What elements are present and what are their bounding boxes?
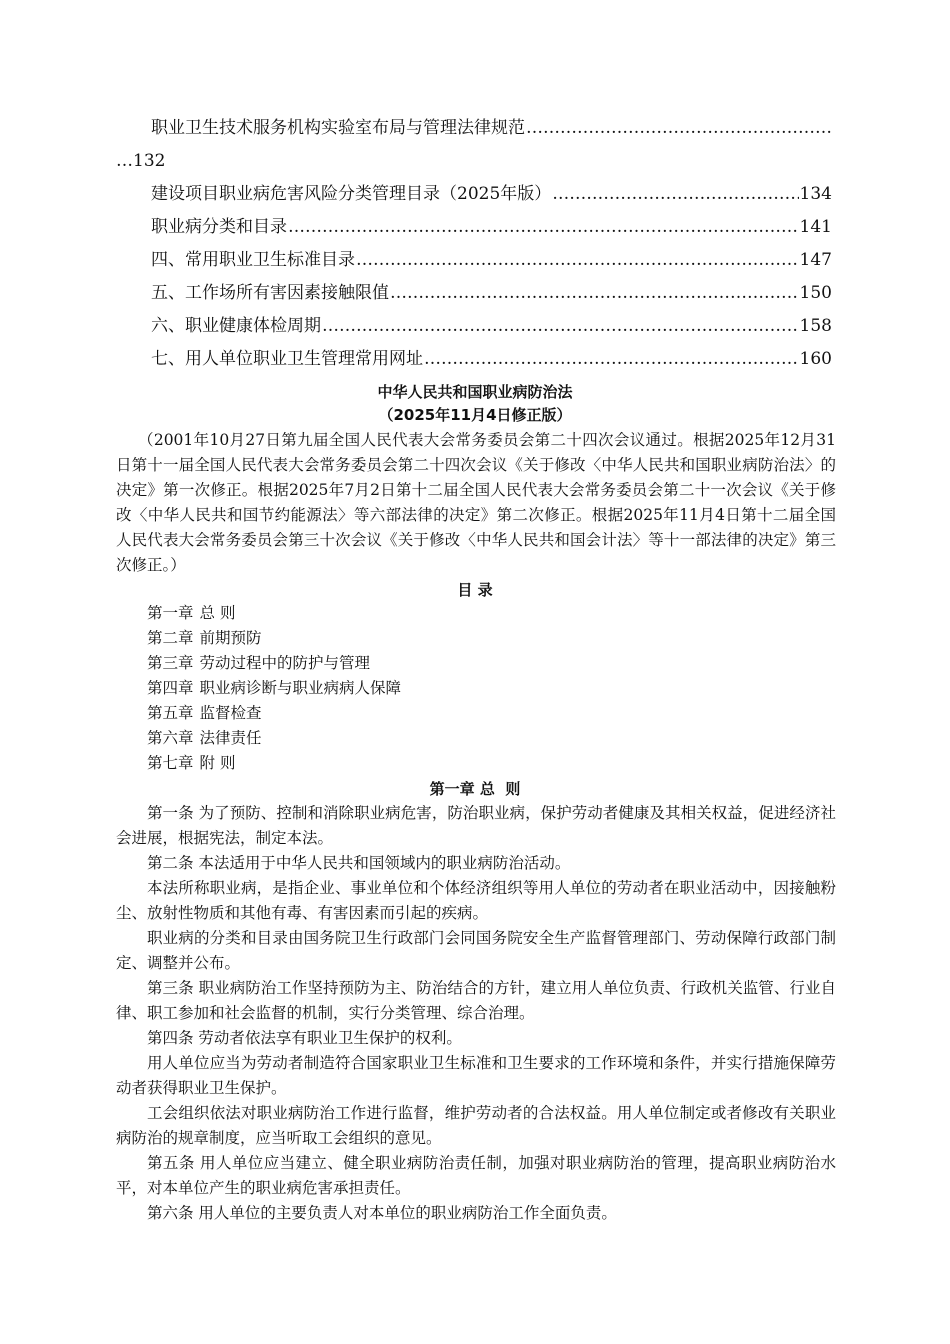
- article-paragraph: 职业病的分类和目录由国务院卫生行政部门会同国务院安全生产监督管理部门、劳动保障行政部门制定、调整并公布。: [116, 929, 836, 972]
- toc-line[interactable]: [151, 117, 832, 139]
- law-subtitle: （2025年11月4日修正版）: [378, 406, 572, 424]
- toc-line[interactable]: [151, 183, 832, 205]
- chapter-list-item[interactable]: [147, 601, 235, 626]
- toc-page-number: 141: [799, 217, 832, 237]
- toc-line[interactable]: [151, 348, 832, 370]
- law-title: 中华人民共和国职业病防治法: [377, 383, 573, 401]
- chapter-number: 第七章: [147, 754, 194, 772]
- toc-leader-dots: [526, 117, 831, 139]
- toc-title: 七、用人单位职业卫生管理常用网址: [151, 349, 423, 369]
- contents-heading: 目 录: [457, 581, 493, 599]
- article-paragraph: 第四条 劳动者依法享有职业卫生保护的权利。: [147, 1029, 462, 1047]
- chapter-number: 第六章: [147, 729, 194, 747]
- toc-line[interactable]: [151, 282, 832, 304]
- toc-page-number: 158: [799, 316, 832, 336]
- article-paragraph: 第一条 为了预防、控制和消除职业病危害，防治职业病，保护劳动者健康及其相关权益，促进经济社会进展，根据宪法，制定本法。: [116, 804, 836, 847]
- toc-title: 五、工作场所有害因素接触限值: [151, 283, 389, 303]
- article-paragraph: 第三条 职业病防治工作坚持预防为主、防治结合的方针，建立用人单位负责、行政机关监管、行业自律、职工参加和社会监督的机制，实行分类管理、综合治理。: [116, 979, 836, 1022]
- toc-leader-dots: [424, 348, 799, 370]
- toc-line[interactable]: [151, 315, 832, 337]
- toc-page-number: 160: [799, 349, 832, 369]
- toc-title: 四、常用职业卫生标准目录: [151, 250, 355, 270]
- chapter-number: 第五章: [147, 704, 194, 722]
- article-paragraph: 第二条 本法适用于中华人民共和国领域内的职业病防治活动。: [147, 854, 571, 872]
- toc-page-number: 134: [799, 184, 832, 204]
- chapter-name: 附 则: [199, 754, 236, 772]
- toc-page-number: …132: [116, 151, 166, 171]
- toc-line[interactable]: [151, 249, 832, 271]
- chapter-number: 第四章: [147, 679, 194, 697]
- toc-title: 建设项目职业病危害风险分类管理目录（2025年版）: [151, 184, 552, 204]
- chapter-number: 第二章: [147, 629, 194, 647]
- toc-title: 职业病分类和目录: [151, 217, 287, 237]
- chapter-list-item[interactable]: [147, 651, 370, 676]
- chapter-name: 前期预防: [199, 629, 262, 647]
- toc-leader-dots: [552, 183, 798, 205]
- toc-leader-dots: [288, 216, 799, 238]
- article-paragraph: 用人单位应当为劳动者制造符合国家职业卫生标准和卫生要求的工作环境和条件，并实行措施保障劳动者获得职业卫生保护。: [116, 1054, 836, 1097]
- article-paragraph: 第六条 用人单位的主要负责人对本单位的职业病防治工作全面负责。: [147, 1204, 617, 1222]
- chapter-list-item[interactable]: [147, 751, 235, 776]
- chapter-list-item[interactable]: [147, 701, 262, 726]
- toc-leader-dots: [390, 282, 799, 304]
- chapter-name: 总 则: [199, 604, 236, 622]
- chapter-list-item[interactable]: [147, 626, 262, 651]
- chapter-list-item[interactable]: [147, 726, 262, 751]
- chapter-name: 法律责任: [199, 729, 262, 747]
- article-paragraph: 工会组织依法对职业病防治工作进行监督，维护劳动者的合法权益。用人单位制定或者修改有关职业病防治的规章制度，应当听取工会组织的意见。: [116, 1104, 836, 1147]
- chapter-heading: 第一章 总 则: [429, 780, 521, 798]
- chapter-number: 第三章: [147, 654, 194, 672]
- chapter-name: 劳动过程中的防护与管理: [199, 654, 371, 672]
- article-paragraph: 本法所称职业病，是指企业、事业单位和个体经济组织等用人单位的劳动者在职业活动中，因接触粉尘、放射性物质和其他有毒、有害因素而引起的疾病。: [116, 879, 836, 922]
- chapter-name: 职业病诊断与职业病病人保障: [199, 679, 402, 697]
- toc-line[interactable]: [151, 216, 832, 238]
- toc-page-number: 147: [799, 250, 832, 270]
- toc-leader-dots: [356, 249, 799, 271]
- toc-page-number: 150: [799, 283, 832, 303]
- toc-title: 六、职业健康体检周期: [151, 316, 321, 336]
- chapter-name: 监督检查: [199, 704, 262, 722]
- chapter-list-item[interactable]: [147, 676, 401, 701]
- toc-leader-dots: [322, 315, 799, 337]
- chapter-number: 第一章: [147, 604, 194, 622]
- amendment-note: （2001年10月27日第九届全国人民代表大会常务委员会第二十四次会议通过。根据2025年12月31日第十一届全国人民代表大会常务委员会第二十四次会议《关于修改〈中华人民共和国职业病防治法〉的决定》第一次修正。根据2025年7月2日第十二届全国人民代表大会常务委员会第二十一次会议《关于修改〈中华人民共和国节约能源法〉等六部法律的决定》第二次修正。根据2025年11月4日第十二届全国人民代表大会常务委员会第三十次会议《关于修改〈中华人民共和国会计法〉等十一部法律的决定》第三次修正。）: [116, 431, 836, 574]
- toc-title: 职业卫生技术服务机构实验室布局与管理法律规范: [151, 118, 525, 138]
- article-paragraph: 第五条 用人单位应当建立、健全职业病防治责任制，加强对职业病防治的管理，提高职业病防治水平，对本单位产生的职业病危害承担责任。: [116, 1154, 836, 1197]
